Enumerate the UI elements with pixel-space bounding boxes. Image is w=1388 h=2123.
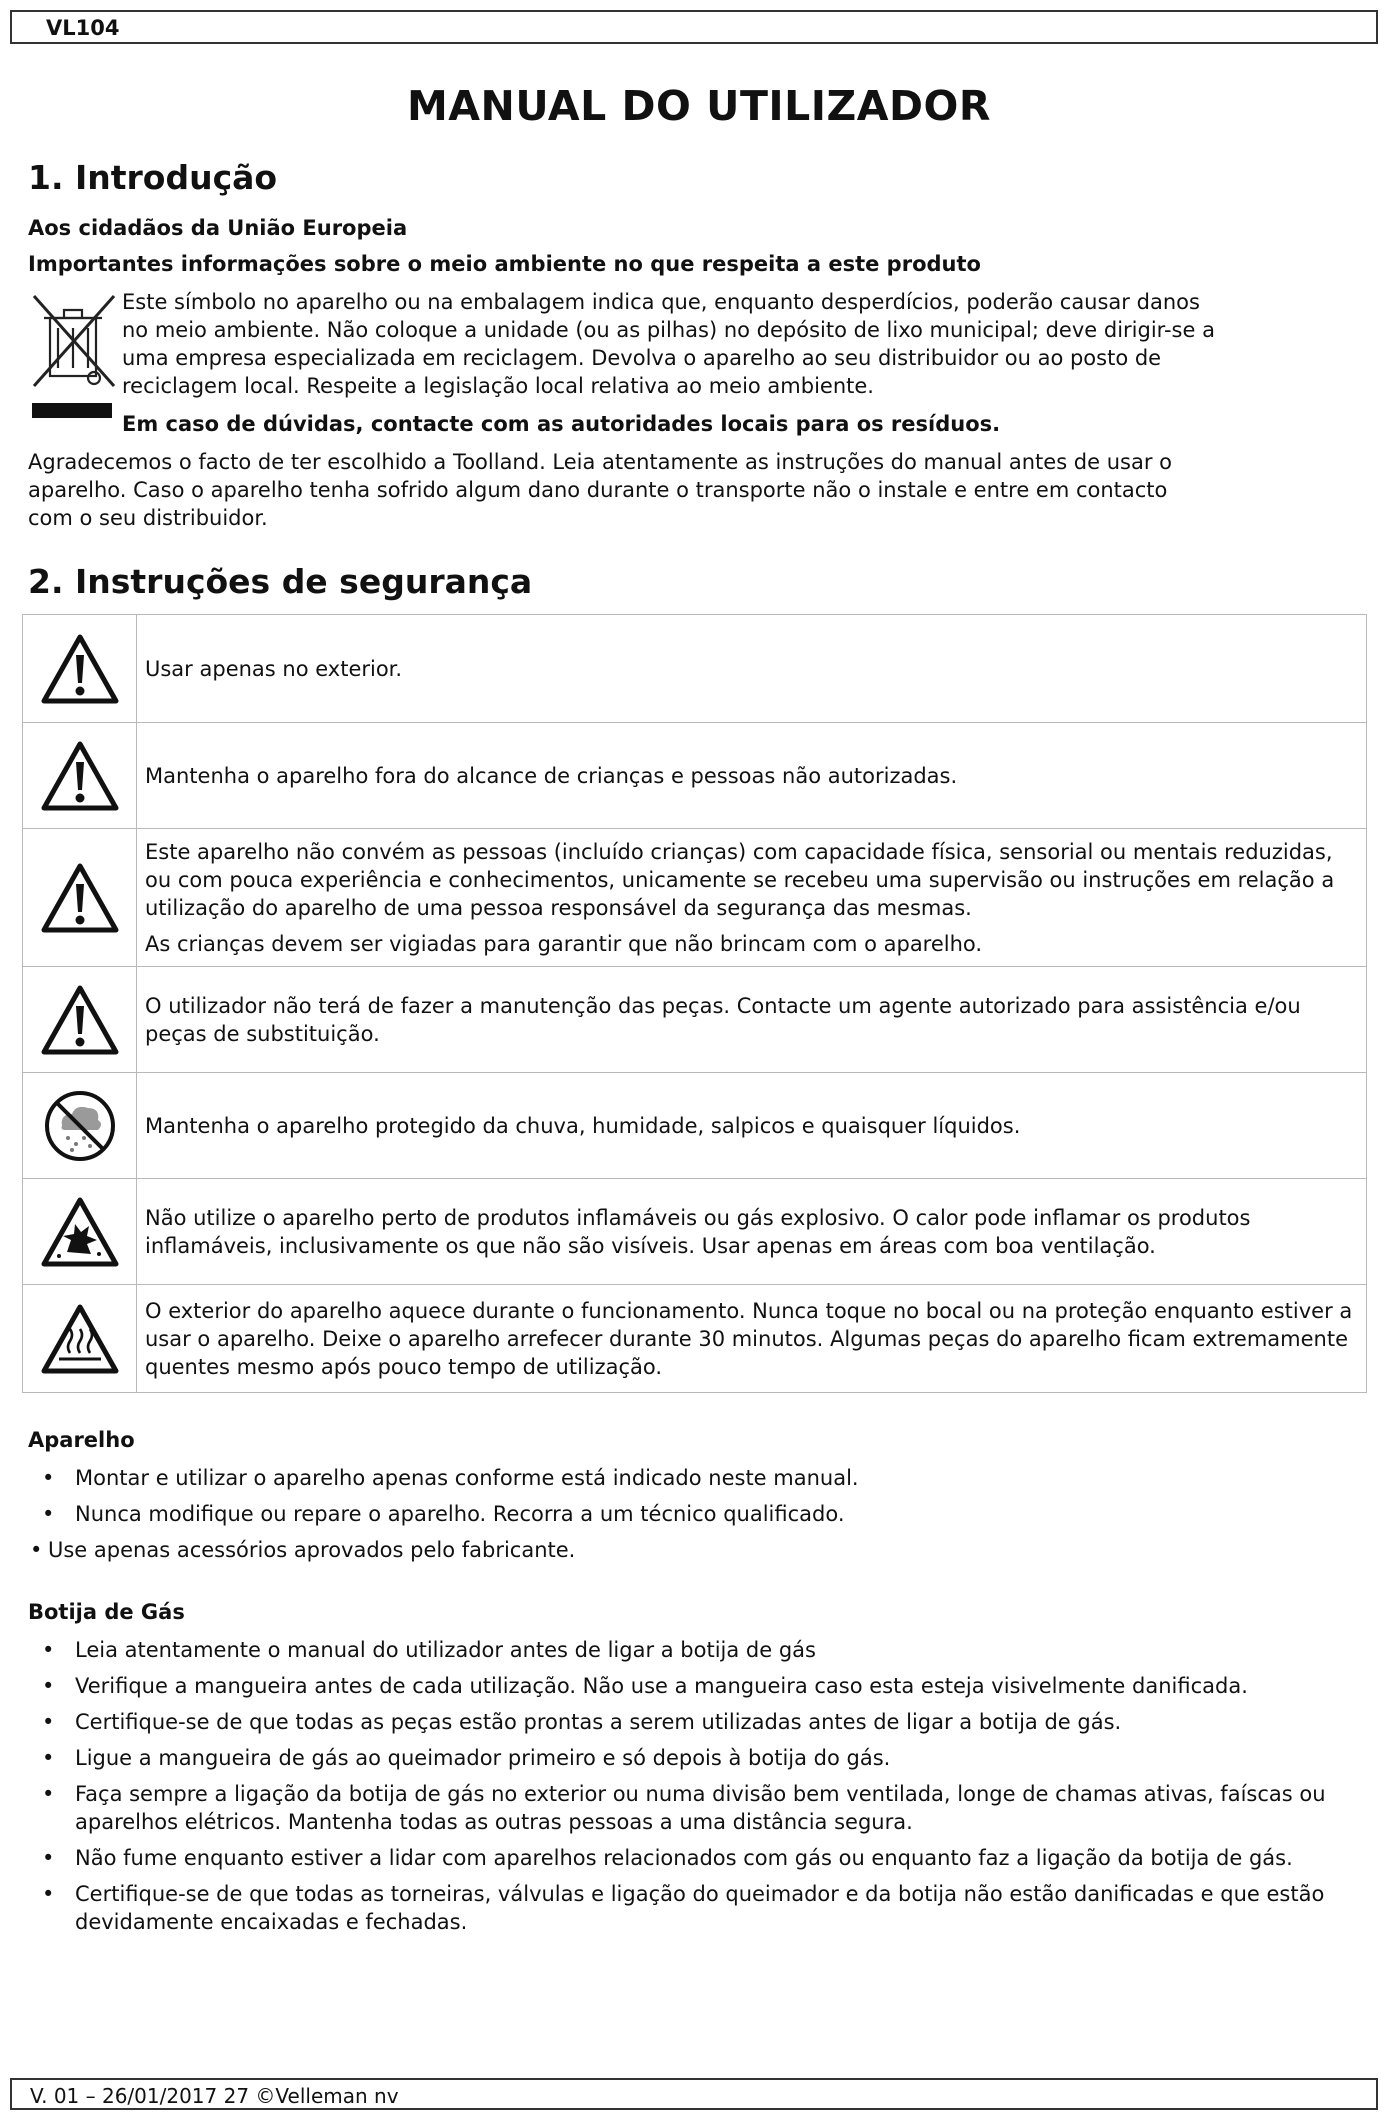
- list-item: • Certifique-se de que todas as peças estão prontas a serem utilizadas antes de ligar a botija de gás.: [28, 1708, 1358, 1736]
- safety-text-cell: [137, 967, 1367, 1073]
- list-item: • Montar e utilizar o aparelho apenas conforme está indicado neste manual.: [28, 1464, 1358, 1492]
- thanks-line-1: Agradecemos o facto de ter escolhido a Toolland. Leia atentamente as instruções do manual antes de usar o: [28, 450, 1173, 474]
- weee-text-line-3: uma empresa especializada em reciclagem. Devolva o aparelho ao seu distribuidor ou ao posto de: [122, 346, 1162, 370]
- thanks-line-3: com o seu distribuidor.: [28, 506, 268, 530]
- model-code: VL104: [46, 16, 120, 40]
- weee-text-line-1: Este símbolo no aparelho ou na embalagem indica que, enquanto desperdícios, poderão causar danos: [122, 290, 1200, 314]
- crossed-bin-icon: [28, 290, 120, 390]
- safety-text-cell: [137, 615, 1367, 723]
- warning-triangle-icon: [41, 633, 119, 705]
- env-heading: Importantes informações sobre o meio ambiente no que respeita a este produto: [28, 252, 981, 276]
- safety-icon-cell: [23, 723, 137, 829]
- list-item: • Use apenas acessórios aprovados pelo fabricante.: [28, 1536, 1358, 1564]
- safety-row: [23, 1179, 1367, 1285]
- intro-heading: 1. Introdução: [28, 158, 278, 197]
- safety-icon-cell: [23, 1073, 137, 1179]
- warning-triangle-icon: [41, 984, 119, 1056]
- page-header: [10, 10, 1378, 44]
- safety-icon-cell: [23, 615, 137, 723]
- gas-heading: Botija de Gás: [28, 1600, 185, 1624]
- safety-text-cell: [137, 723, 1367, 829]
- footer-text: V. 01 – 26/01/2017 27 ©Velleman nv: [30, 2084, 399, 2108]
- list-item: • Não fume enquanto estiver a lidar com aparelhos relacionados com gás ou enquanto faz a ligação da botija de gás.: [28, 1844, 1358, 1872]
- safety-row: [23, 1285, 1367, 1393]
- list-item: • Leia atentamente o manual do utilizador antes de ligar a botija de gás: [28, 1636, 1358, 1664]
- warning-triangle-icon: [41, 862, 119, 934]
- safety-row: [23, 723, 1367, 829]
- thanks-line-2: aparelho. Caso o aparelho tenha sofrido algum dano durante o transporte não o instale e entre em contacto: [28, 478, 1168, 502]
- warning-triangle-icon: [41, 740, 119, 812]
- safety-icon-cell: [23, 1179, 137, 1285]
- safety-text: O utilizador não terá de fazer a manutenção das peças. Contacte um agente autorizado para assistência e/ou peças de substituição.: [145, 993, 1301, 1046]
- safety-icon-cell: [23, 829, 137, 967]
- list-item: • Ligue a mangueira de gás ao queimador primeiro e só depois à botija do gás.: [28, 1744, 1358, 1772]
- safety-text-cell: [137, 1073, 1367, 1179]
- weee-text-line-4: reciclagem local. Respeite a legislação local relativa ao meio ambiente.: [122, 374, 874, 398]
- safety-text: O exterior do aparelho aquece durante o funcionamento. Nunca toque no bocal ou na proteção enquanto estiver a usar o aparelho. Deixe o aparelho arrefecer durante 30 minutos. Algumas peças do aparelho ficam extremamente quentes mesmo após pouco tempo de utilização.: [145, 1298, 1353, 1379]
- safety-row: [23, 967, 1367, 1073]
- eu-heading: Aos cidadãos da União Europeia: [28, 216, 408, 240]
- safety-icon-cell: [23, 967, 137, 1073]
- safety-table: [22, 614, 1367, 1393]
- list-item: • Nunca modifique ou repare o aparelho. Recorra a um técnico qualificado.: [28, 1500, 1358, 1528]
- safety-row: [23, 829, 1367, 967]
- safety-text-cell: [137, 829, 1367, 967]
- list-item: • Verifique a mangueira antes de cada utilização. Não use a mangueira caso esta esteja visivelmente danificada.: [28, 1672, 1358, 1700]
- safety-text: Mantenha o aparelho protegido da chuva, humidade, salpicos e quaisquer líquidos.: [145, 1113, 1021, 1138]
- safety-text: Não utilize o aparelho perto de produtos inflamáveis ou gás explosivo. O calor pode inflamar os produtos inflamáveis, inclusivamente os que não são visíveis. Usar apenas em áreas com boa ventilação.: [145, 1205, 1251, 1258]
- safety-text: Este aparelho não convém as pessoas (incluído crianças) com capacidade física, sensorial ou mentais reduzidas, ou com pouca experiência e conhecimentos, unicamente se recebeu uma supervisão ou instruções em relação a utilização do aparelho de uma pessoa responsável da segurança das mesmas.: [145, 839, 1335, 920]
- safety-text-cell: [137, 1179, 1367, 1285]
- gas-list: [28, 1636, 1358, 1944]
- explosive-hazard-icon: [41, 1196, 119, 1268]
- safety-text: Usar apenas no exterior.: [145, 656, 403, 681]
- doubt-text: Em caso de dúvidas, contacte com as autoridades locais para os resíduos.: [122, 412, 1001, 436]
- safety-heading: 2. Instruções de segurança: [28, 562, 533, 601]
- list-item: • Certifique-se de que todas as torneiras, válvulas e ligação do queimador e da botija não estão danificadas e que estão devidamente encaixadas e fechadas.: [28, 1880, 1358, 1936]
- device-list: [28, 1464, 1358, 1572]
- safety-text-cell: [137, 1285, 1367, 1393]
- safety-row: [23, 615, 1367, 723]
- no-rain-icon: [42, 1088, 118, 1164]
- page-footer: [10, 2078, 1378, 2110]
- hot-surface-icon: [41, 1303, 119, 1375]
- safety-text: Mantenha o aparelho fora do alcance de crianças e pessoas não autorizadas.: [145, 763, 958, 788]
- weee-text-line-2: no meio ambiente. Não coloque a unidade (ou as pilhas) no depósito de lixo municipal; deve dirigir-se a: [122, 318, 1215, 342]
- document-title: MANUAL DO UTILIZADOR: [407, 82, 991, 130]
- device-heading: Aparelho: [28, 1428, 135, 1452]
- list-item: • Faça sempre a ligação da botija de gás no exterior ou numa divisão bem ventilada, longe de chamas ativas, faíscas ou aparelhos elétricos. Mantenha todas as outras pessoas a uma distância segura.: [28, 1780, 1358, 1836]
- separate-collection-bar: [32, 403, 112, 418]
- safety-row: [23, 1073, 1367, 1179]
- safety-icon-cell: [23, 1285, 137, 1393]
- safety-text: As crianças devem ser vigiadas para garantir que não brincam com o aparelho.: [145, 931, 983, 956]
